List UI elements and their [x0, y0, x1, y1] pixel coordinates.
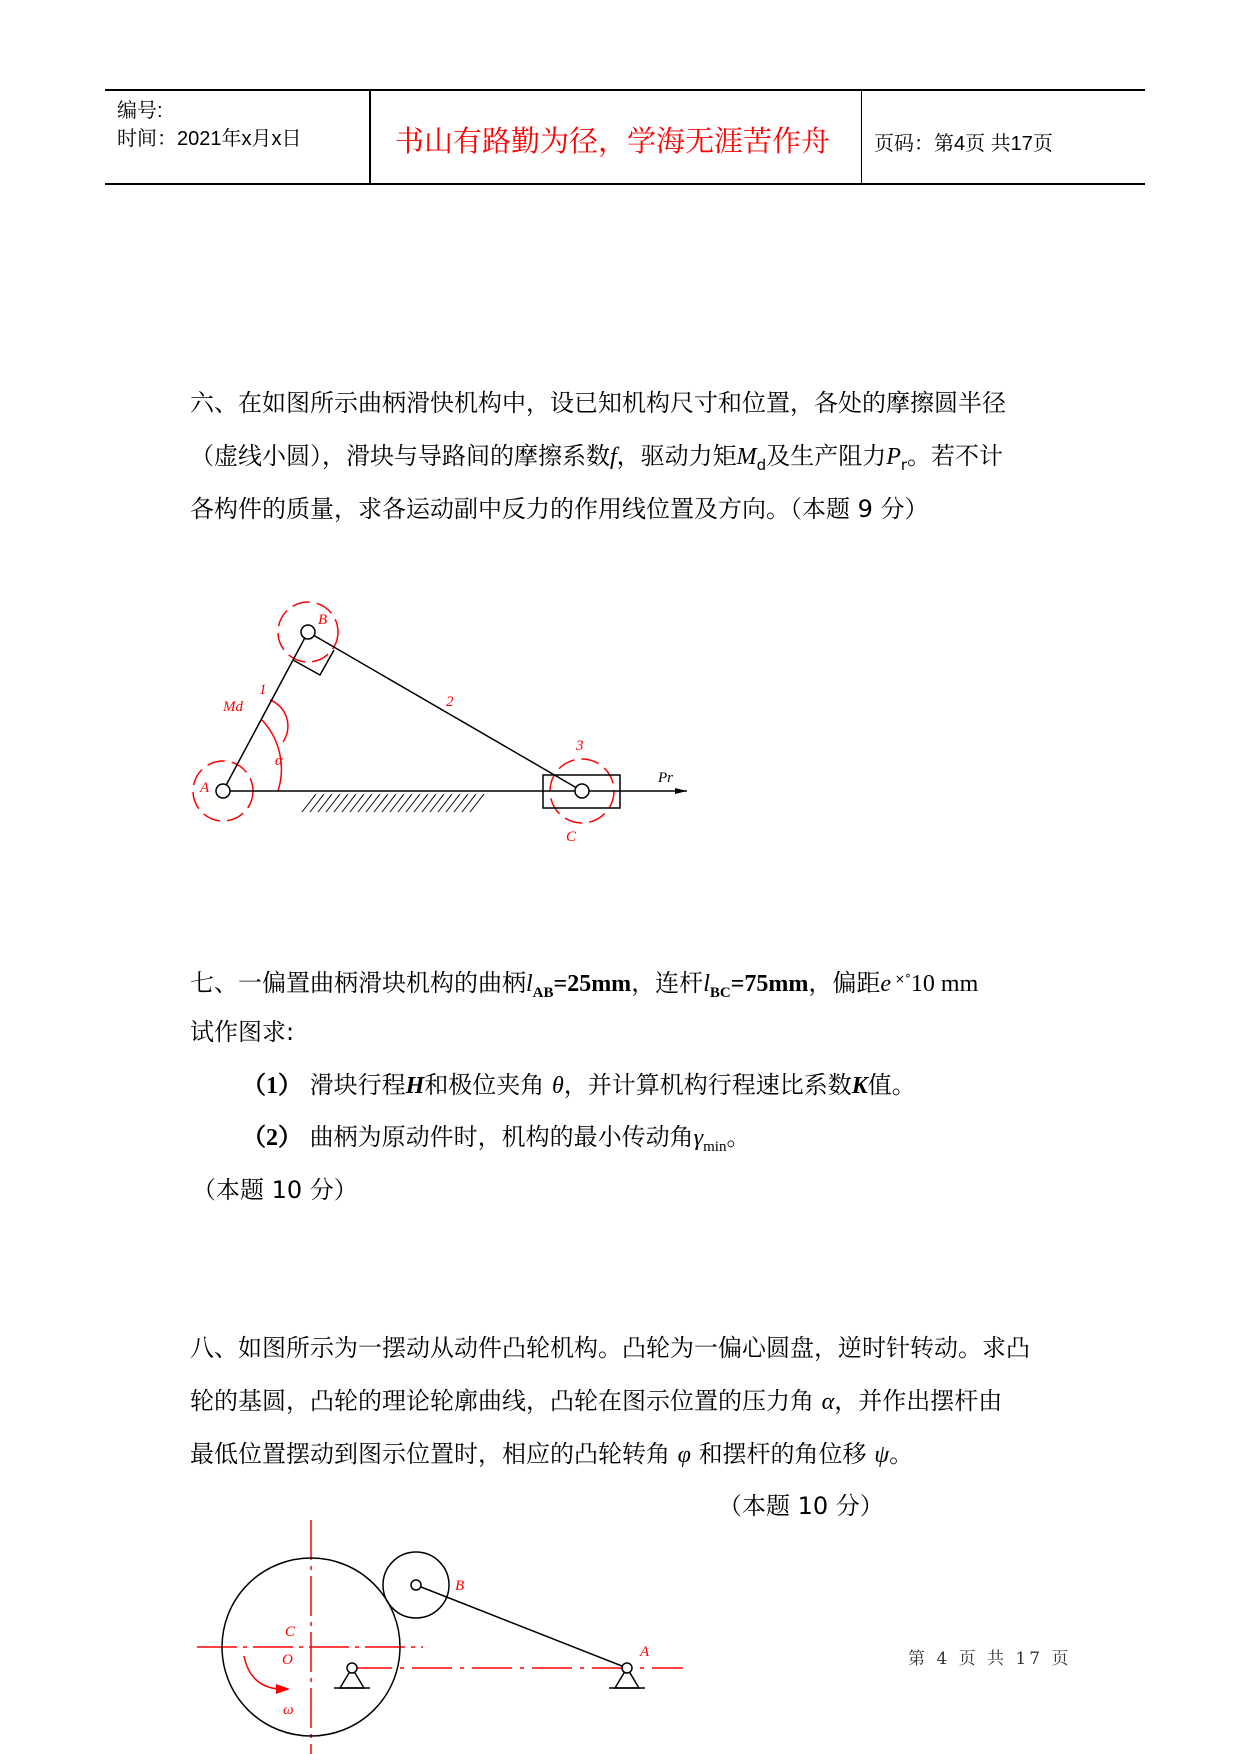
- label-omega: ω: [283, 1702, 294, 1718]
- var-Md: M: [736, 444, 757, 470]
- sub: d: [756, 455, 767, 474]
- value: 10 mm: [910, 971, 979, 997]
- friction-circles: [193, 602, 614, 823]
- sub: AB: [532, 984, 554, 1001]
- hatch-line: [318, 794, 332, 812]
- hatch-line: [422, 794, 436, 812]
- hatch-line: [390, 794, 404, 812]
- text: 和摆杆的角位移: [698, 1440, 867, 1468]
- text: 滑块行程: [309, 1071, 406, 1099]
- cam-figure: [197, 1520, 683, 1754]
- hatch-line: [414, 794, 428, 812]
- q6-line3: 各构件的质量，求各运动副中反力的作用线位置及方向。（本题 9 分）: [190, 495, 929, 523]
- label-1: 1: [259, 682, 267, 698]
- joint-B: [301, 625, 315, 639]
- hatch-line: [438, 794, 452, 812]
- text: ，并作出摆杆由: [834, 1387, 1003, 1415]
- hatch-line: [350, 794, 364, 812]
- q7-line2: 试作图求:: [190, 1018, 295, 1046]
- sub: r: [900, 455, 908, 474]
- label-alpha: α: [275, 753, 283, 769]
- q8-line1: 八、如图所示为一摆动从动件凸轮机构。凸轮为一偏心圆盘，逆时针转动。求凸: [190, 1334, 1030, 1362]
- hatch-line: [406, 794, 420, 812]
- text: 七、一偏置曲柄滑块机构的曲柄: [190, 969, 526, 997]
- ground-hatch: [302, 794, 484, 812]
- text: 。: [889, 1440, 914, 1468]
- hatch-line: [310, 794, 324, 812]
- rocker-arm: [416, 1585, 627, 1668]
- hatch-line: [302, 794, 316, 812]
- hatch-line: [374, 794, 388, 812]
- hatch-line: [454, 794, 468, 812]
- text: ，并计算机构行程速比系数: [563, 1071, 852, 1099]
- roller-center: [411, 1580, 421, 1590]
- text: 轮的基圆，凸轮的理论轮廓曲线，凸轮在图示位置的压力角: [190, 1387, 814, 1415]
- label-3: 3: [576, 738, 584, 754]
- var-e: e: [880, 971, 892, 997]
- num: （2）: [242, 1125, 302, 1151]
- label-C: C: [566, 829, 577, 845]
- joint-A: [216, 784, 230, 798]
- label-2: 2: [446, 694, 454, 710]
- slider-crank-figure: [193, 602, 687, 845]
- label-B: B: [455, 1578, 465, 1594]
- text: 。: [726, 1123, 751, 1151]
- label-A: A: [640, 1644, 650, 1660]
- q6-line1: 六、在如图所示曲柄滑快机构中，设已知机构尺寸和位置，各处的摩擦圆半径: [190, 389, 1006, 417]
- num: （1）: [242, 1073, 302, 1099]
- pivot-support-O: [334, 1663, 370, 1688]
- page-label: 页码：第4页 共17页: [874, 133, 1053, 155]
- var-gamma: γ: [693, 1125, 704, 1151]
- q7-score: （本题 10 分）: [192, 1176, 358, 1204]
- label-B: B: [318, 612, 328, 628]
- hatch-line: [446, 794, 460, 812]
- hatch-line: [462, 794, 476, 812]
- q7-line1: 七、一偏置曲柄滑块机构的曲柄$l_{AB}=25mm$，连杆$l_{BC}=75mm$，偏距e ×°10 mm: [190, 969, 979, 1001]
- text: ，偏距: [808, 969, 881, 997]
- text: （虚线小圆），滑块与导路间的摩擦系数: [190, 442, 610, 470]
- value: =25mm: [553, 971, 632, 997]
- label-C: C: [285, 1624, 296, 1640]
- document-time-label: 时间：2021年x月x日: [117, 128, 302, 150]
- sub: min: [703, 1138, 727, 1155]
- var-theta: θ: [551, 1073, 564, 1099]
- force-arrow-icon: [675, 788, 687, 794]
- hatch-line: [398, 794, 412, 812]
- page-footer: 第 4 页 共 17 页: [908, 1649, 1072, 1669]
- label-O: O: [282, 1652, 293, 1668]
- text: 及生产阻力: [766, 442, 887, 470]
- text: ，驱动力矩: [616, 442, 737, 470]
- var-K: K: [851, 1073, 868, 1099]
- hatch-line: [334, 794, 348, 812]
- pivot-support-A: [609, 1663, 645, 1688]
- right-angle-mark: [293, 650, 334, 675]
- text: 最低位置摆动到图示位置时，相应的凸轮转角: [190, 1440, 670, 1468]
- label-Pr: Pr: [658, 770, 673, 786]
- text: 和极位夹角: [424, 1071, 545, 1099]
- header-slogan: 书山有路勤为径，学海无涯苦作舟: [395, 124, 831, 158]
- text: ，连杆: [631, 969, 704, 997]
- var-lBC: l: [703, 971, 710, 997]
- q8-score: （本题 10 分）: [718, 1492, 884, 1520]
- joint-C: [575, 784, 589, 798]
- hatch-line: [358, 794, 372, 812]
- label-A: A: [200, 780, 210, 796]
- sub: BC: [709, 984, 731, 1001]
- value: =75mm: [730, 971, 809, 997]
- hatch-line: [382, 794, 396, 812]
- var-Pr: P: [886, 444, 901, 470]
- hatch-line: [430, 794, 444, 812]
- hatch-line: [366, 794, 380, 812]
- rotation-arrowhead-icon: [276, 1684, 290, 1694]
- hatch-line: [326, 794, 340, 812]
- rotation-arrow: [244, 1656, 278, 1689]
- var-phi: φ: [677, 1442, 691, 1468]
- var-H: H: [405, 1073, 425, 1099]
- var-psi: ψ: [874, 1442, 890, 1468]
- var-lAB: l: [526, 971, 533, 997]
- hatch-line: [342, 794, 356, 812]
- text: 值。: [867, 1071, 916, 1099]
- text: 。若不计: [907, 442, 1004, 470]
- var-f: f: [610, 444, 617, 470]
- label-Md: Md: [223, 699, 243, 715]
- text: 曲柄为原动件时，机构的最小传动角: [309, 1123, 694, 1151]
- connecting-rod: [308, 632, 582, 791]
- var-alpha: α: [821, 1389, 835, 1415]
- hatch-line: [470, 794, 484, 812]
- document-number-label: 编号:: [117, 100, 163, 122]
